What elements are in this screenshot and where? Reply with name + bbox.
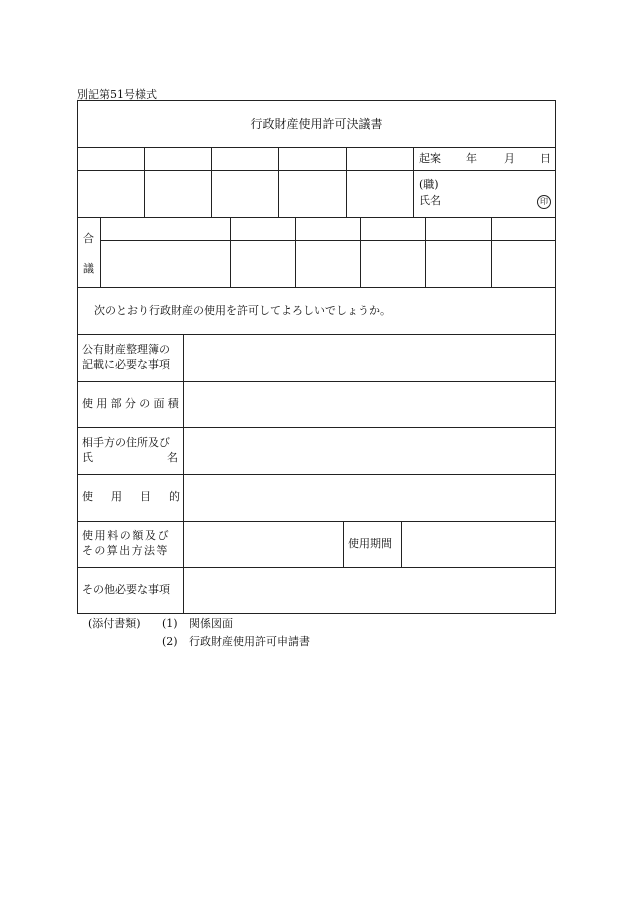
rule — [77, 381, 556, 382]
rule — [100, 217, 101, 287]
rule — [77, 217, 556, 218]
attachment-item-text: 行政財産使用許可申請書 — [189, 635, 310, 648]
signer-position: (職) — [419, 178, 439, 191]
seal-mark: 印 — [537, 195, 551, 209]
party-label-left: 氏 — [82, 451, 93, 464]
rule — [211, 147, 212, 217]
rule — [360, 217, 361, 287]
consult-label-bottom: 議 — [83, 262, 94, 275]
signer-name-label: 氏名 — [419, 194, 441, 207]
rule — [183, 334, 184, 614]
approval-statement: 次のとおり行政財産の使用を許可してよろしいでしょうか。 — [94, 304, 391, 317]
draft-day: 日 — [540, 152, 551, 165]
rule — [346, 147, 347, 217]
rule — [77, 170, 556, 171]
rule — [278, 147, 279, 217]
rule — [295, 217, 296, 287]
rule — [77, 147, 556, 148]
party-label-right: 名 — [167, 451, 178, 464]
party-label-line1: 相手方の住所及び — [82, 436, 170, 449]
rule — [100, 240, 556, 241]
other-label: その他必要な事項 — [82, 583, 170, 596]
rule — [77, 427, 556, 428]
rule — [230, 217, 231, 287]
attachment-item-number: (1) — [162, 617, 178, 630]
ledger-label-text: 公有財産整理簿の — [82, 343, 170, 356]
rule — [77, 521, 556, 522]
fee-label-line2: その算出方法等 — [82, 544, 169, 557]
rule — [77, 334, 556, 335]
draft-year: 年 — [466, 152, 477, 165]
rule — [77, 567, 556, 568]
rule — [413, 147, 414, 217]
ledger-label-line1 — [82, 343, 178, 357]
draft-label: 起案 — [419, 152, 441, 165]
attachment-item-text: 関係図面 — [189, 617, 233, 630]
area-label: 使用部分の面積 — [82, 397, 183, 410]
ledger-label-line2 — [82, 358, 178, 372]
purpose-label: 使用目的 — [82, 490, 198, 503]
consult-label-top: 合 — [83, 232, 94, 245]
rule — [401, 521, 402, 567]
rule — [144, 147, 145, 217]
rule — [491, 217, 492, 287]
draft-month: 月 — [504, 152, 515, 165]
form-number: 別記第51号様式 — [77, 88, 157, 101]
rule — [77, 474, 556, 475]
attachment-item-number: (2) — [162, 635, 178, 648]
fee-label-line1: 使用料の額及び — [82, 529, 171, 542]
party-label-line2 — [82, 451, 178, 465]
ledger-label-text: 記載に必要な事項 — [82, 358, 170, 371]
rule — [77, 287, 556, 288]
rule — [343, 521, 344, 567]
rule — [425, 217, 426, 287]
document-title: 行政財産使用許可決議書 — [250, 117, 383, 131]
attachments-label: (添付書類) — [88, 617, 141, 630]
period-label: 使用期間 — [348, 537, 392, 550]
